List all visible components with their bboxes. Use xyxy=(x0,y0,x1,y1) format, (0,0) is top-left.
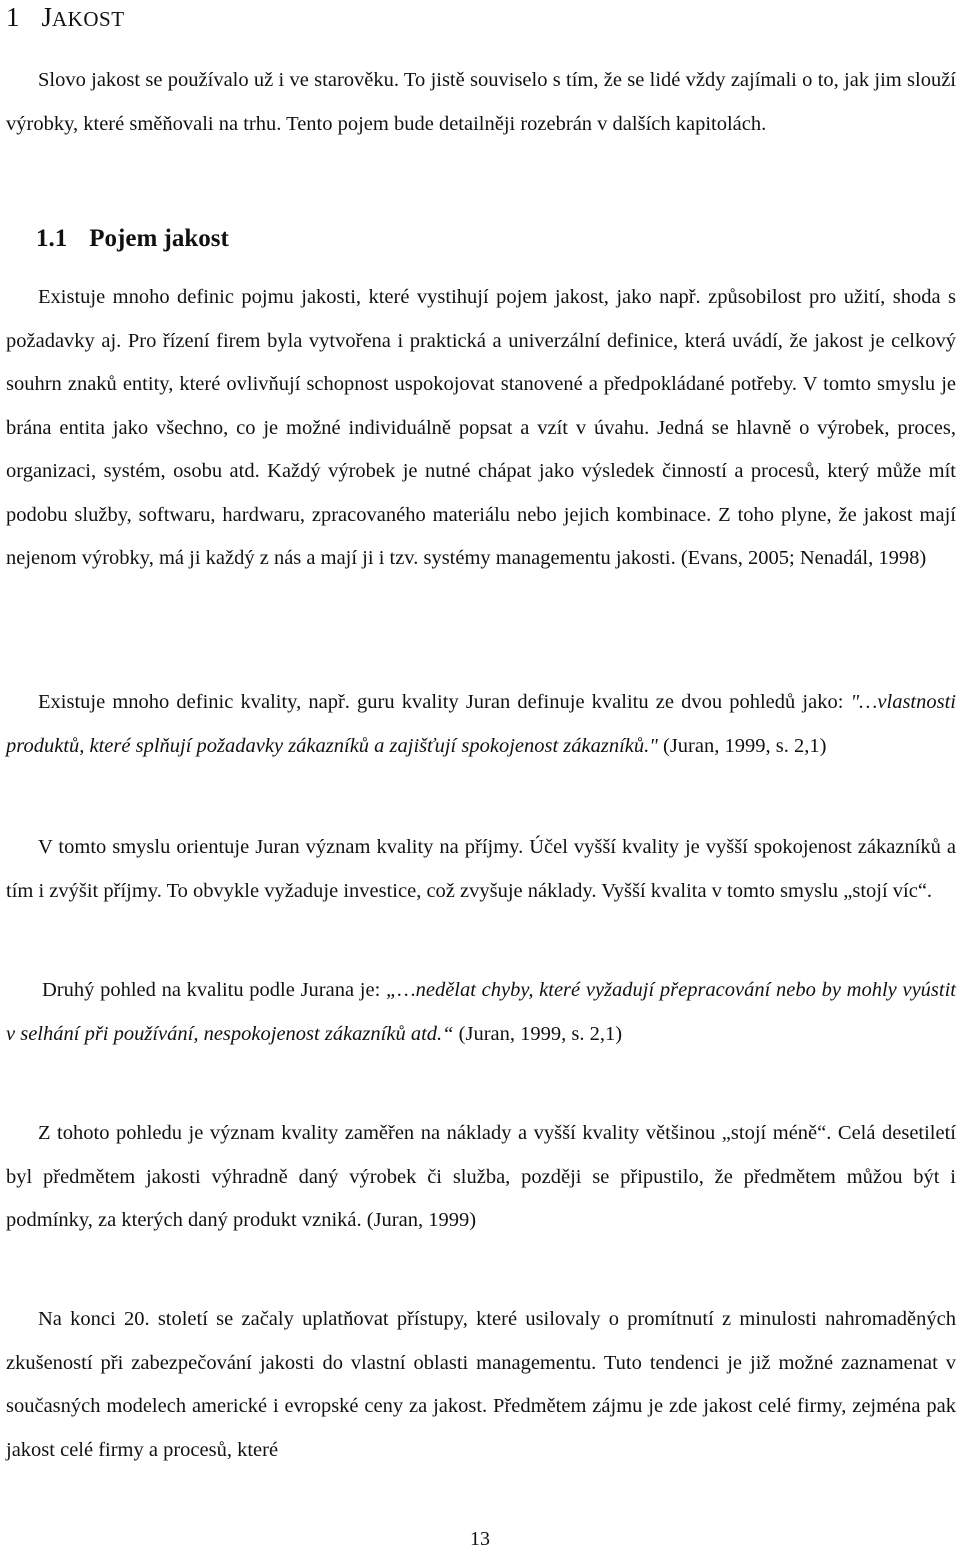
management-paragraph: Na konci 20. století se začaly uplatňovat přístupy, které usilovaly o promítnutí z minulosti nahromaděných zkušeností při zabezpečování jakosti do vlastní oblasti managementu. Tuto tendenci je již možné zaznamenat v současných modelech americké i evropské ceny za jakost. Předmětem zájmu je zde jakost celé firmy, zejména pak jakost celé firmy a procesů, které xyxy=(6,1308,956,1461)
page-number: 13 xyxy=(470,1528,490,1550)
juran-first-view-citation: (Juran, 1999, s. 2,1) xyxy=(657,734,827,757)
juran-first-view-quote: "…vlastnosti produktů, které splňují požadavky zákazníků a zajišťují spokojenost zákazníků." xyxy=(6,691,956,757)
juran-second-view-paragraph xyxy=(6,969,956,1056)
juran-second-view-text: Druhý pohled na kvalitu podle Jurana je: xyxy=(42,979,386,1001)
revenue-paragraph: V tomto smyslu orientuje Juran význam kvality na příjmy. Účel vyšší kvality je vyšší spokojenost zákazníků a tím i zvýšit příjmy. To obvykle vyžaduje investice, což zvyšuje náklady. Vyšší kvalita v tomto smyslu „stojí víc“. xyxy=(6,836,956,902)
section-number: 1.1 xyxy=(36,225,68,252)
juran-second-view-quote: „…nedělat chyby, které vyžadují přepracování nebo by mohly vyústit v selhání při používání, nespokojenost zákazníků atd.“ xyxy=(6,979,956,1045)
chapter-heading xyxy=(6,2,125,34)
juran-first-view-text: Existuje mnoho definic kvality, např. guru kvality Juran definuje kvalitu ze dvou pohledů jako: xyxy=(38,691,851,713)
chapter-number: 1 xyxy=(6,2,20,32)
chapter-title-rest: AKOST xyxy=(52,7,125,31)
juran-second-view-citation: (Juran, 1999, s. 2,1) xyxy=(453,1022,623,1045)
intro-paragraph: Slovo jakost se používalo už i ve starověku. To jistě souviselo s tím, že se lidé vždy zajímali o to, jak jim slouží výrobky, které směňovali na trhu. Tento pojem bude detailněji rozebrán v dalších kapitolách. xyxy=(6,69,956,135)
costs-paragraph: Z tohoto pohledu je význam kvality zaměřen na náklady a vyšší kvality většinou „stojí méně“. Celá desetiletí byl předmětem jakosti výhradně daný výrobek či služba, později se připustilo, že předmětem můžou být i podmínky, za kterých daný produkt vzniká. (Juran, 1999) xyxy=(6,1122,956,1231)
juran-first-view-paragraph xyxy=(6,681,956,768)
section-heading xyxy=(36,224,229,254)
chapter-title-initial: J xyxy=(41,2,53,32)
definition-paragraph: Existuje mnoho definic pojmu jakosti, které vystihují pojem jakost, jako např. způsobilost pro užití, shoda s požadavky aj. Pro řízení firem byla vytvořena i praktická a univerzální definice, která uvádí, že jakost je celkový souhrn znaků entity, které ovlivňují schopnost uspokojovat stanovené a předpokládané potřeby. V tomto smyslu je brána entita jako všechno, co je možné individuálně popsat a vzít v úvahu. Jedná se hlavně o výrobek, proces, organizaci, systém, osobu atd. Každý výrobek je nutné chápat jako výsledek činností a procesů, který může mít podobu služby, softwaru, hardwaru, zpracovaného materiálu nebo jejich kombinace. Z toho plyne, že jakost mají nejenom výrobky, má ji každý z nás a mají ji i tzv. systémy managementu jakosti. (Evans, 2005; Nenadál, 1998) xyxy=(6,286,956,569)
section-title: Pojem jakost xyxy=(89,225,229,252)
